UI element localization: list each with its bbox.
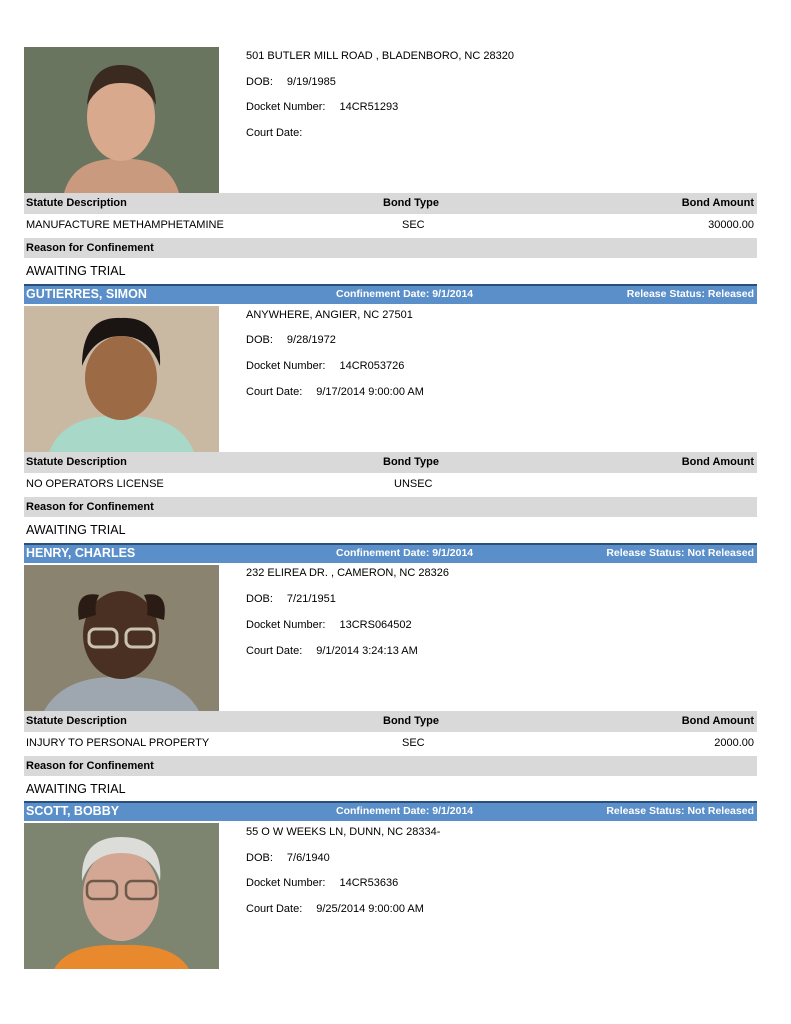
address: 501 BUTLER MILL ROAD , BLADENBORO, NC 28320 bbox=[246, 50, 514, 62]
reason-header bbox=[24, 497, 757, 517]
statute-header: Statute Description bbox=[26, 456, 127, 468]
court-value: 9/25/2014 9:00:00 AM bbox=[316, 903, 424, 915]
statute-value: NO OPERATORS LICENSE bbox=[26, 478, 164, 490]
bond-type-header: Bond Type bbox=[383, 456, 440, 468]
court-label: Court Date: bbox=[246, 386, 303, 398]
court-row bbox=[246, 127, 316, 139]
charge-header bbox=[24, 711, 757, 732]
mugshot-photo bbox=[24, 565, 219, 711]
inmate-header-bar bbox=[24, 801, 757, 821]
docket-value: 14CR053726 bbox=[339, 360, 405, 372]
dob-label: DOB: bbox=[246, 593, 273, 605]
mugshot-photo-image bbox=[24, 565, 219, 711]
bond-type-header: Bond Type bbox=[383, 197, 440, 209]
bond-amount-header: Bond Amount bbox=[681, 197, 754, 209]
statute-value: INJURY TO PERSONAL PROPERTY bbox=[26, 737, 210, 749]
reason-header bbox=[24, 756, 757, 776]
inmate-name: GUTIERRES, SIMON bbox=[26, 287, 147, 301]
reason-value: AWAITING TRIAL bbox=[26, 782, 126, 796]
docket-label: Docket Number: bbox=[246, 101, 326, 113]
docket-row bbox=[246, 619, 412, 631]
docket-row bbox=[246, 101, 398, 113]
mugshot-photo bbox=[24, 47, 219, 193]
mugshot-photo-image bbox=[24, 47, 219, 193]
dob-value: 9/19/1985 bbox=[286, 76, 336, 88]
dob-value: 7/21/1951 bbox=[286, 593, 336, 605]
reason-header bbox=[24, 238, 757, 258]
bond-type-value: UNSEC bbox=[394, 478, 433, 490]
address: 232 ELIREA DR. , CAMERON, NC 28326 bbox=[246, 567, 449, 579]
court-label: Court Date: bbox=[246, 127, 303, 139]
docket-row bbox=[246, 360, 404, 372]
confinement-date: Confinement Date: 9/1/2014 bbox=[336, 547, 474, 559]
court-value: 9/1/2014 3:24:13 AM bbox=[316, 645, 418, 657]
court-label: Court Date: bbox=[246, 903, 303, 915]
release-status: Release Status: Not Released bbox=[606, 805, 754, 817]
inmate-name: SCOTT, BOBBY bbox=[26, 804, 120, 818]
bond-amount-value: 2000.00 bbox=[714, 737, 754, 749]
dob-row bbox=[246, 852, 330, 864]
inmate-header-bar bbox=[24, 284, 757, 304]
dob-row bbox=[246, 334, 336, 346]
court-value: 9/17/2014 9:00:00 AM bbox=[316, 386, 424, 398]
dob-value: 7/6/1940 bbox=[286, 852, 330, 864]
dob-value: 9/28/1972 bbox=[286, 334, 336, 346]
bond-amount-header: Bond Amount bbox=[681, 456, 754, 468]
address: ANYWHERE, ANGIER, NC 27501 bbox=[246, 309, 413, 321]
docket-label: Docket Number: bbox=[246, 360, 326, 372]
charge-row bbox=[24, 216, 757, 234]
charge-row bbox=[24, 475, 757, 493]
charge-header bbox=[24, 452, 757, 473]
docket-label: Docket Number: bbox=[246, 619, 326, 631]
bond-type-value: SEC bbox=[402, 219, 425, 231]
confinement-date: Confinement Date: 9/1/2014 bbox=[336, 288, 474, 300]
inmate-name: HENRY, CHARLES bbox=[26, 546, 136, 560]
reason-value: AWAITING TRIAL bbox=[26, 264, 126, 278]
reason-value: AWAITING TRIAL bbox=[26, 523, 126, 537]
bond-type-value: SEC bbox=[402, 737, 425, 749]
charge-header bbox=[24, 193, 757, 214]
release-status: Release Status: Not Released bbox=[606, 547, 754, 559]
inmate-header-bar bbox=[24, 543, 757, 563]
release-status: Release Status: Released bbox=[626, 288, 754, 300]
mugshot-photo-image bbox=[24, 823, 219, 969]
bond-type-header: Bond Type bbox=[383, 715, 440, 727]
mugshot-photo bbox=[24, 306, 219, 452]
mugshot-photo-image bbox=[24, 306, 219, 452]
dob-label: DOB: bbox=[246, 852, 273, 864]
statute-value: MANUFACTURE METHAMPHETAMINE bbox=[26, 219, 224, 231]
statute-header: Statute Description bbox=[26, 715, 127, 727]
reason-label: Reason for Confinement bbox=[26, 760, 154, 772]
bond-amount-header: Bond Amount bbox=[681, 715, 754, 727]
docket-label: Docket Number: bbox=[246, 877, 326, 889]
court-row bbox=[246, 386, 424, 398]
docket-value: 14CR51293 bbox=[339, 101, 399, 113]
reason-label: Reason for Confinement bbox=[26, 501, 154, 513]
dob-label: DOB: bbox=[246, 334, 273, 346]
court-row bbox=[246, 903, 424, 915]
reason-label: Reason for Confinement bbox=[26, 242, 154, 254]
charge-row bbox=[24, 734, 757, 752]
address: 55 O W WEEKS LN, DUNN, NC 28334- bbox=[246, 826, 441, 838]
court-label: Court Date: bbox=[246, 645, 303, 657]
bond-amount-value: 30000.00 bbox=[708, 219, 754, 231]
docket-row bbox=[246, 877, 398, 889]
docket-value: 13CRS064502 bbox=[339, 619, 412, 631]
dob-row bbox=[246, 593, 336, 605]
court-row bbox=[246, 645, 418, 657]
mugshot-photo bbox=[24, 823, 219, 969]
dob-label: DOB: bbox=[246, 76, 273, 88]
confinement-date: Confinement Date: 9/1/2014 bbox=[336, 805, 474, 817]
dob-row bbox=[246, 76, 336, 88]
statute-header: Statute Description bbox=[26, 197, 127, 209]
docket-value: 14CR53636 bbox=[339, 877, 399, 889]
